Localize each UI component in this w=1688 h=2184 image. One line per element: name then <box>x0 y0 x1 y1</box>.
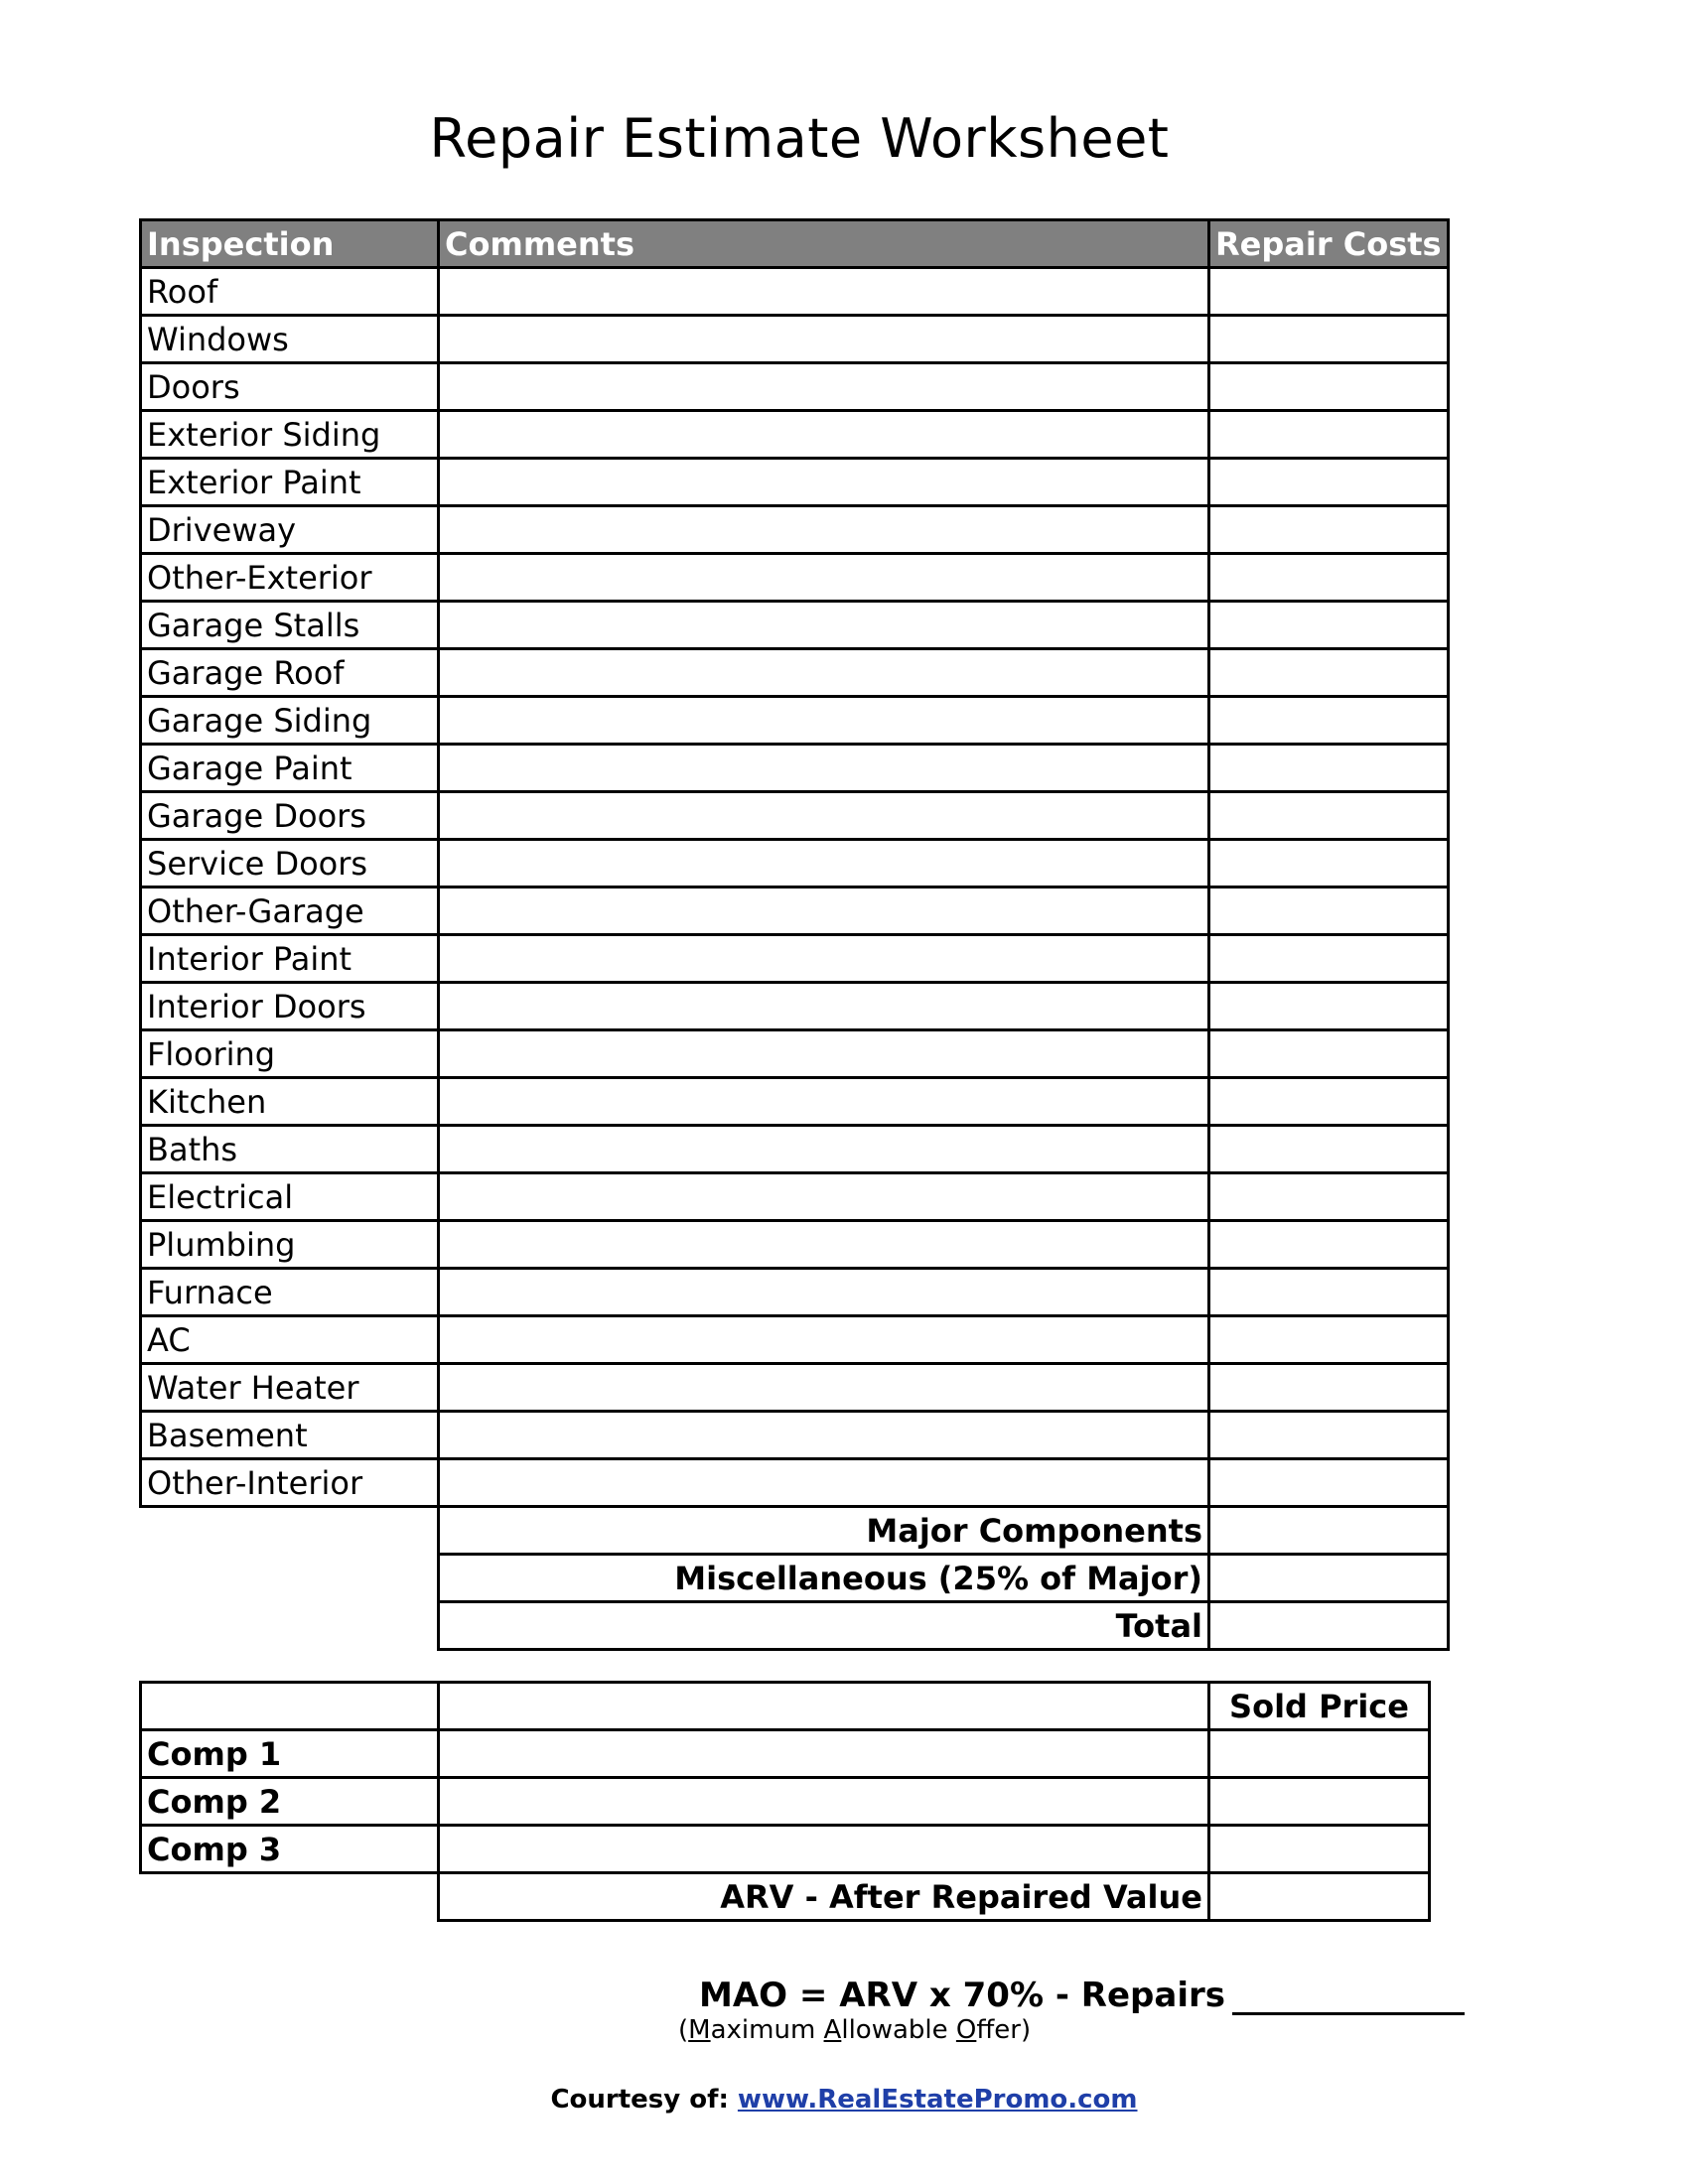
comments-cell[interactable] <box>439 1364 1209 1412</box>
table-row <box>141 649 1449 697</box>
mao-note <box>678 2015 1031 2045</box>
table-row <box>141 840 1449 887</box>
comp-name: Comp 3 <box>141 1826 439 1873</box>
courtesy-link[interactable]: www.RealEstatePromo.com <box>737 2085 1138 2115</box>
comments-cell[interactable] <box>439 1173 1209 1221</box>
inspection-item: Interior Doors <box>141 983 439 1030</box>
inspection-item: Basement <box>141 1412 439 1459</box>
inspection-item: Garage Siding <box>141 697 439 745</box>
inspection-item: Windows <box>141 316 439 363</box>
mao-formula: MAO = ARV x 70% - Repairs <box>699 1976 1225 2015</box>
table-row <box>141 316 1449 363</box>
inspection-item: Electrical <box>141 1173 439 1221</box>
repair-cost-cell[interactable] <box>1209 363 1449 411</box>
repair-cost-cell[interactable] <box>1209 459 1449 506</box>
table-row <box>141 1412 1449 1459</box>
comments-cell[interactable] <box>439 1126 1209 1173</box>
repair-cost-cell[interactable] <box>1209 506 1449 554</box>
comments-cell[interactable] <box>439 840 1209 887</box>
comp-name: Comp 1 <box>141 1730 439 1778</box>
comments-cell[interactable] <box>439 1078 1209 1126</box>
mao-note-word: ffer <box>976 2015 1021 2045</box>
comments-cell[interactable] <box>439 1459 1209 1507</box>
inspection-item: Flooring <box>141 1030 439 1078</box>
summary-spacer <box>141 1507 439 1555</box>
table-row <box>141 887 1449 935</box>
table-row <box>141 602 1449 649</box>
inspection-item: Other-Interior <box>141 1459 439 1507</box>
repair-cost-cell[interactable] <box>1209 1078 1449 1126</box>
table-row <box>141 363 1449 411</box>
courtesy-label: Courtesy of: <box>550 2085 729 2115</box>
mao-note-initial: A <box>823 2015 842 2045</box>
table-row <box>141 935 1449 983</box>
comments-cell[interactable] <box>439 983 1209 1030</box>
repair-cost-cell[interactable] <box>1209 649 1449 697</box>
summary-label: Major Components <box>439 1507 1209 1555</box>
inspection-item: Plumbing <box>141 1221 439 1269</box>
table-row <box>141 1078 1449 1126</box>
repair-cost-cell[interactable] <box>1209 745 1449 792</box>
table-row <box>141 459 1449 506</box>
inspection-item: Other-Garage <box>141 887 439 935</box>
repair-cost-cell[interactable] <box>1209 268 1449 316</box>
comments-cell[interactable] <box>439 935 1209 983</box>
comments-cell[interactable] <box>439 745 1209 792</box>
table-row <box>141 1173 1449 1221</box>
repair-cost-cell[interactable] <box>1209 1269 1449 1316</box>
inspection-item: Furnace <box>141 1269 439 1316</box>
courtesy-line <box>0 2085 1688 2115</box>
comments-cell[interactable] <box>439 602 1209 649</box>
comments-cell[interactable] <box>439 1316 1209 1364</box>
mao-note-open: ( <box>678 2015 689 2045</box>
summary-spacer <box>141 1555 439 1602</box>
comments-cell[interactable] <box>439 792 1209 840</box>
comments-cell[interactable] <box>439 411 1209 459</box>
comments-cell[interactable] <box>439 1030 1209 1078</box>
table-row <box>141 411 1449 459</box>
repair-cost-cell[interactable] <box>1209 887 1449 935</box>
comp-details-cell[interactable] <box>439 1826 1209 1873</box>
repair-cost-cell[interactable] <box>1209 1221 1449 1269</box>
inspection-item: Exterior Siding <box>141 411 439 459</box>
comp-details-cell[interactable] <box>439 1730 1209 1778</box>
inspection-item: Roof <box>141 268 439 316</box>
repair-cost-cell[interactable] <box>1209 935 1449 983</box>
arv-row <box>141 1873 1430 1921</box>
repair-cost-cell[interactable] <box>1209 1412 1449 1459</box>
repair-cost-cell[interactable] <box>1209 1364 1449 1412</box>
repair-cost-cell[interactable] <box>1209 1126 1449 1173</box>
mao-note-word: aximum <box>710 2015 824 2045</box>
summary-spacer <box>141 1602 439 1650</box>
header-repair-costs: Repair Costs <box>1209 220 1449 268</box>
inspection-item: Service Doors <box>141 840 439 887</box>
summary-row <box>141 1602 1449 1650</box>
comparables-table <box>139 1681 1431 1922</box>
mao-note-initial: M <box>688 2015 711 2045</box>
comments-cell[interactable] <box>439 649 1209 697</box>
inspection-item: Interior Paint <box>141 935 439 983</box>
summary-value-cell[interactable] <box>1209 1602 1449 1650</box>
comp-header-blank <box>439 1683 1209 1730</box>
repair-cost-cell[interactable] <box>1209 1173 1449 1221</box>
header-comments: Comments <box>439 220 1209 268</box>
mao-note-initial: O <box>955 2015 977 2045</box>
comments-cell[interactable] <box>439 697 1209 745</box>
comp-header-row <box>141 1683 1430 1730</box>
repair-cost-cell[interactable] <box>1209 840 1449 887</box>
table-row <box>141 1459 1449 1507</box>
page-title: Repair Estimate Worksheet <box>429 107 1170 170</box>
comp-name: Comp 2 <box>141 1778 439 1826</box>
mao-answer-line[interactable] <box>1232 2012 1465 2015</box>
comments-cell[interactable] <box>439 506 1209 554</box>
table-row <box>141 1221 1449 1269</box>
table-row <box>141 983 1449 1030</box>
repair-cost-cell[interactable] <box>1209 411 1449 459</box>
comments-cell[interactable] <box>439 268 1209 316</box>
table-row <box>141 1126 1449 1173</box>
inspection-item: Garage Stalls <box>141 602 439 649</box>
comments-cell[interactable] <box>439 459 1209 506</box>
table-row <box>141 506 1449 554</box>
repair-cost-cell[interactable] <box>1209 792 1449 840</box>
sold-price-cell[interactable] <box>1209 1826 1430 1873</box>
repair-cost-cell[interactable] <box>1209 697 1449 745</box>
repair-cost-cell[interactable] <box>1209 1316 1449 1364</box>
inspection-item: Garage Roof <box>141 649 439 697</box>
table-row <box>141 554 1449 602</box>
summary-row <box>141 1555 1449 1602</box>
header-sold-price: Sold Price <box>1209 1683 1430 1730</box>
inspection-item: Garage Paint <box>141 745 439 792</box>
comments-cell[interactable] <box>439 363 1209 411</box>
comments-cell[interactable] <box>439 316 1209 363</box>
summary-label: Miscellaneous (25% of Major) <box>439 1555 1209 1602</box>
table-row <box>141 1030 1449 1078</box>
inspection-item: Driveway <box>141 506 439 554</box>
table-header-row <box>141 220 1449 268</box>
inspection-item: Garage Doors <box>141 792 439 840</box>
comments-cell[interactable] <box>439 1221 1209 1269</box>
mao-note-close: ) <box>1020 2015 1032 2045</box>
repair-cost-cell[interactable] <box>1209 316 1449 363</box>
inspection-item: Kitchen <box>141 1078 439 1126</box>
inspection-item: Doors <box>141 363 439 411</box>
comp-row <box>141 1826 1430 1873</box>
arv-spacer <box>141 1873 439 1921</box>
comments-cell[interactable] <box>439 554 1209 602</box>
summary-label: Total <box>439 1602 1209 1650</box>
arv-label: ARV - After Repaired Value <box>439 1873 1209 1921</box>
comp-row <box>141 1730 1430 1778</box>
table-row <box>141 1364 1449 1412</box>
repair-cost-cell[interactable] <box>1209 554 1449 602</box>
sold-price-cell[interactable] <box>1209 1730 1430 1778</box>
table-row <box>141 268 1449 316</box>
header-inspection: Inspection <box>141 220 439 268</box>
comp-row <box>141 1778 1430 1826</box>
table-row <box>141 697 1449 745</box>
sold-price-cell[interactable] <box>1209 1778 1430 1826</box>
inspection-item: Baths <box>141 1126 439 1173</box>
inspection-item: AC <box>141 1316 439 1364</box>
comments-cell[interactable] <box>439 1269 1209 1316</box>
table-row <box>141 792 1449 840</box>
summary-value-cell[interactable] <box>1209 1555 1449 1602</box>
inspection-item: Exterior Paint <box>141 459 439 506</box>
comp-header-blank <box>141 1683 439 1730</box>
arv-value-cell[interactable] <box>1209 1873 1430 1921</box>
repair-estimate-table <box>139 218 1450 1651</box>
inspection-item: Other-Exterior <box>141 554 439 602</box>
table-row <box>141 1269 1449 1316</box>
table-row <box>141 1316 1449 1364</box>
mao-note-word: llowable <box>841 2015 956 2045</box>
repair-cost-cell[interactable] <box>1209 983 1449 1030</box>
comp-details-cell[interactable] <box>439 1778 1209 1826</box>
comments-cell[interactable] <box>439 1412 1209 1459</box>
repair-cost-cell[interactable] <box>1209 1030 1449 1078</box>
summary-value-cell[interactable] <box>1209 1507 1449 1555</box>
repair-cost-cell[interactable] <box>1209 602 1449 649</box>
comments-cell[interactable] <box>439 887 1209 935</box>
repair-cost-cell[interactable] <box>1209 1459 1449 1507</box>
inspection-item: Water Heater <box>141 1364 439 1412</box>
summary-row <box>141 1507 1449 1555</box>
table-row <box>141 745 1449 792</box>
